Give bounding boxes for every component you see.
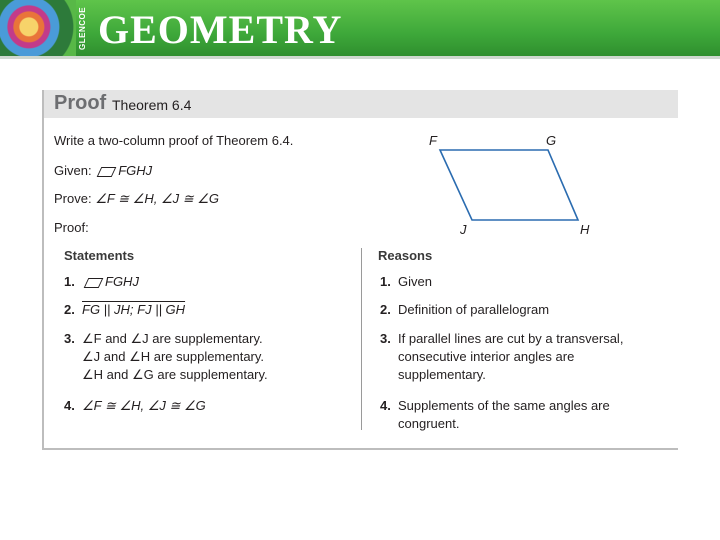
proof-box-header xyxy=(44,90,678,118)
parallelogram-shape xyxy=(440,150,578,220)
prove-value: ∠F ≅ ∠H, ∠J ≅ ∠G xyxy=(95,191,219,206)
reason-row: 3. If parallel lines are cut by a transversal, consecutive interior angles are supplementary. xyxy=(380,331,624,382)
header-divider xyxy=(0,56,720,59)
vertex-label-f: F xyxy=(429,133,437,148)
course-title: GEOMETRY xyxy=(98,7,343,52)
reason-row: 4. Supplements of the same angles are congruent. xyxy=(380,398,610,431)
given-label: Given: xyxy=(54,163,92,178)
geometry-logo-icon xyxy=(0,0,76,56)
parallelogram-diagram xyxy=(420,130,620,240)
instruction-text: Write a two-column proof of Theorem 6.4. xyxy=(54,133,294,148)
reasons-header: Reasons xyxy=(378,248,433,263)
statement-row: 3. ∠F and ∠J are supplementary. ∠J and ∠H are supplementary. ∠H and ∠G are supplementary. xyxy=(64,331,268,382)
reason-row: 2. Definition of parallelogram xyxy=(380,302,550,317)
proof-heading: Proof xyxy=(54,92,107,114)
proof-label: Proof: xyxy=(54,220,89,235)
publisher-name: GLENCOE xyxy=(78,6,87,50)
vertex-label-j: J xyxy=(460,222,467,237)
statement-row: 1. FGHJ xyxy=(64,274,139,289)
parallelogram-symbol-icon xyxy=(84,278,104,288)
vertex-label-g: G xyxy=(546,133,557,148)
header-banner xyxy=(0,0,720,56)
given-value: FGHJ xyxy=(118,163,153,178)
statements-header: Statements xyxy=(64,248,135,263)
statement-row: 2. FG || JH; FJ || GH xyxy=(64,302,186,317)
reason-row: 1. Given xyxy=(380,274,432,289)
parallelogram-symbol-icon xyxy=(97,167,117,177)
column-divider xyxy=(361,248,362,430)
prove-line xyxy=(54,190,219,208)
theorem-title: Theorem 6.4 xyxy=(112,97,192,113)
given-line xyxy=(54,162,152,180)
statement-row: 4. ∠F ≅ ∠H, ∠J ≅ ∠G xyxy=(64,398,206,413)
prove-label: Prove: xyxy=(54,191,92,206)
vertex-label-h: H xyxy=(580,222,590,237)
